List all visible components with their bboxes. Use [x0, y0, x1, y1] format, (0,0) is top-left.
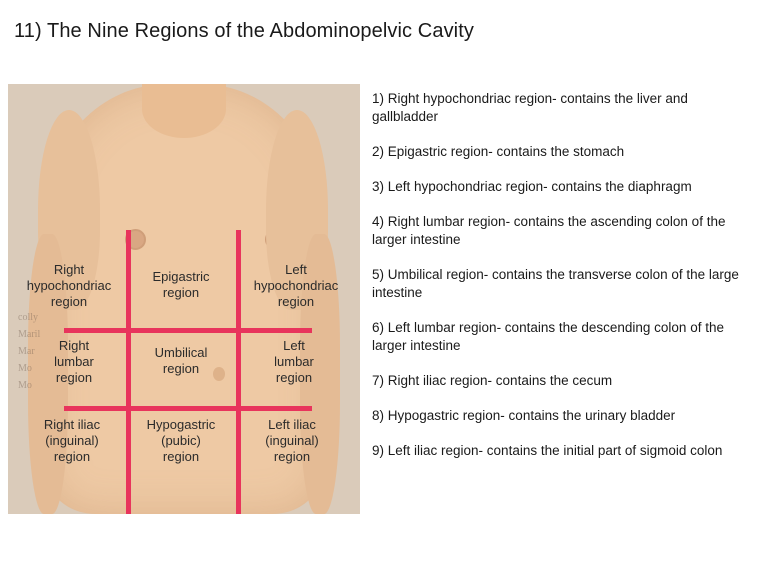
region-label-line: region	[277, 294, 315, 309]
background-book-text: colly	[18, 312, 38, 323]
region-label-line: Left	[285, 262, 307, 277]
region-label-line: Hypogastric	[146, 417, 216, 432]
horizontal-divider-line-lower	[64, 406, 312, 411]
region-label-line: lumbar	[274, 354, 314, 369]
region-label-line: (inguinal)	[45, 433, 99, 448]
vertical-divider-line-left	[126, 230, 131, 514]
region-label-line: Umbilical	[154, 345, 208, 360]
region-label-line: region	[162, 285, 200, 300]
region-label-line: region	[50, 294, 88, 309]
page-title: 11) The Nine Regions of the Abdominopelvic Cavity	[14, 20, 474, 42]
region-label-line: Right	[53, 262, 85, 277]
region-label-line: lumbar	[54, 354, 94, 369]
region-label-line: Left	[283, 338, 305, 353]
region-label-left-lumbar	[246, 338, 342, 386]
horizontal-divider-line-upper	[64, 328, 312, 333]
list-item: 1) Right hypochondriac region- contains the liver and gallbladder	[372, 91, 688, 124]
region-label-line: Right iliac	[43, 417, 101, 432]
list-item: 9) Left iliac region- contains the initial part of sigmoid colon	[372, 443, 723, 458]
list-item: 6) Left lumbar region- contains the descending colon of the larger intestine	[372, 320, 724, 353]
region-label-line: Left iliac	[268, 417, 316, 432]
region-label-line: Epigastric	[152, 269, 210, 284]
region-label-line: region	[55, 370, 93, 385]
region-label-line: region	[162, 449, 200, 464]
abdominopelvic-regions-figure	[8, 84, 360, 514]
list-item: 5) Umbilical region- contains the transverse colon of the large intestine	[372, 267, 739, 300]
region-label-line: (inguinal)	[265, 433, 319, 448]
region-label-left-iliac	[240, 417, 344, 465]
list-item: 8) Hypogastric region- contains the urinary bladder	[372, 408, 676, 423]
region-label-right-lumbar	[26, 338, 122, 386]
region-label-line: region	[53, 449, 91, 464]
region-label-line: region	[273, 449, 311, 464]
region-label-left-hypochondriac	[236, 262, 356, 310]
region-label-line: hypochondriac	[253, 278, 339, 293]
region-label-line: hypochondriac	[26, 278, 112, 293]
background-book-text: Maril	[18, 329, 41, 340]
background-book-text: Mo	[18, 363, 32, 374]
list-item: 4) Right lumbar region- contains the ascending colon of the larger intestine	[372, 214, 726, 247]
region-label-epigastric	[132, 269, 230, 301]
list-item: 2) Epigastric region- contains the stomach	[372, 144, 625, 159]
region-label-line: (pubic)	[161, 433, 201, 448]
region-label-line: Right	[58, 338, 90, 353]
list-item: 3) Left hypochondriac region- contains the diaphragm	[372, 179, 692, 194]
region-label-umbilical	[132, 345, 230, 377]
region-description-list	[372, 90, 754, 477]
region-label-line: region	[162, 361, 200, 376]
background-book-text: Mar	[18, 346, 35, 357]
background-book-text: Mo	[18, 380, 32, 391]
region-label-hypogastric	[130, 417, 232, 465]
region-label-right-iliac	[20, 417, 124, 465]
list-item: 7) Right iliac region- contains the cecum	[372, 373, 613, 388]
region-label-right-hypochondriac	[14, 262, 124, 310]
region-label-line: region	[275, 370, 313, 385]
